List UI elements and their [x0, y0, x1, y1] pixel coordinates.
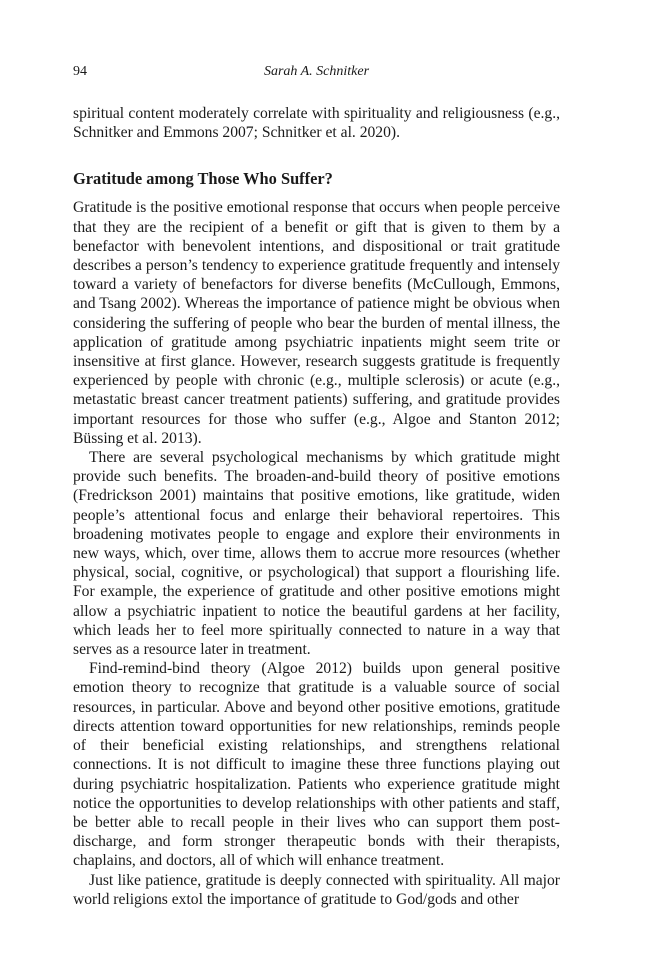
running-header	[73, 64, 560, 86]
body-text	[73, 104, 560, 909]
page-number: 94	[73, 64, 87, 79]
paragraph-gratitude-definition: Gratitude is the positive emotional response that occurs when people perceive that they are the recipient of a benefit or gift that is given to them by a benefactor with benevolent intentions, and dispositional or trait gratitude describes a person’s tendency to experience gratitude frequently and intensely toward a variety of benefactors for diverse benefits (McCullough, Emmons, and Tsang 2002). Whereas the importance of patience might be obvious when considering the suffering of people who bear the burden of mental illness, the application of gratitude among psychiatric inpatients might seem trite or insensitive at first glance. However, research suggests gratitude is frequently experienced by people with chronic (e.g., multiple sclerosis) or acute (e.g., metastatic breast cancer treatment patients) suffering, and gratitude provides important resources for those who suffer (e.g., Algoe and Stanton 2012; Büssing et al. 2013).	[73, 199, 560, 447]
continued-paragraph: spiritual content moderately correlate with spirituality and religiousness (e.g., Schnitker and Emmons 2007; Schnitker et al. 2020).	[73, 105, 560, 142]
paragraph-broaden-and-build: There are several psychological mechanisms by which gratitude might provide such benefits. The broaden-and-build theory of positive emotions (Fredrickson 2001) maintains that positive emotions, like gratitude, widen people’s attentional focus and enlarge their behavioral repertoires. This broadening motivates people to engage and explore their environments in new ways, which, over time, allows them to accrue more resources (whether physical, social, cognitive, or psychological) that support a flourishing life. For example, the experience of gratitude and other positive emotions might allow a psychiatric inpatient to notice the beautiful gardens at her facility, which leads her to feel more spiritually connected to nature in a way that serves as a resource later in treatment.	[73, 449, 560, 659]
paragraph-find-remind-bind: Find-remind-bind theory (Algoe 2012) builds upon general positive emotion theory to recognize that gratitude is a valuable source of social resources, in particular. Above and beyond other positive emotions, gratitude directs attention toward opportunities for new relationships, reminds people of their beneficial existing relationships, and strengthens relational connections. It is not difficult to imagine these three functions playing out during psychiatric hospitalization. Patients who experience gratitude might notice the opportunities to develop relationships with other patients and staff, be better able to recall people in their lives who can support them post-discharge, and form stronger therapeutic bonds with their therapists, chaplains, and doctors, all of which will enhance treatment.	[73, 660, 560, 870]
running-title: Sarah A. Schnitker	[263, 64, 370, 79]
book-page	[73, 64, 560, 909]
paragraph-spirituality: Just like patience, gratitude is deeply connected with spirituality. All major world religions extol the importance of gratitude to God/gods and other	[73, 871, 560, 908]
section-heading: Gratitude among Those Who Suffer?	[73, 169, 333, 189]
